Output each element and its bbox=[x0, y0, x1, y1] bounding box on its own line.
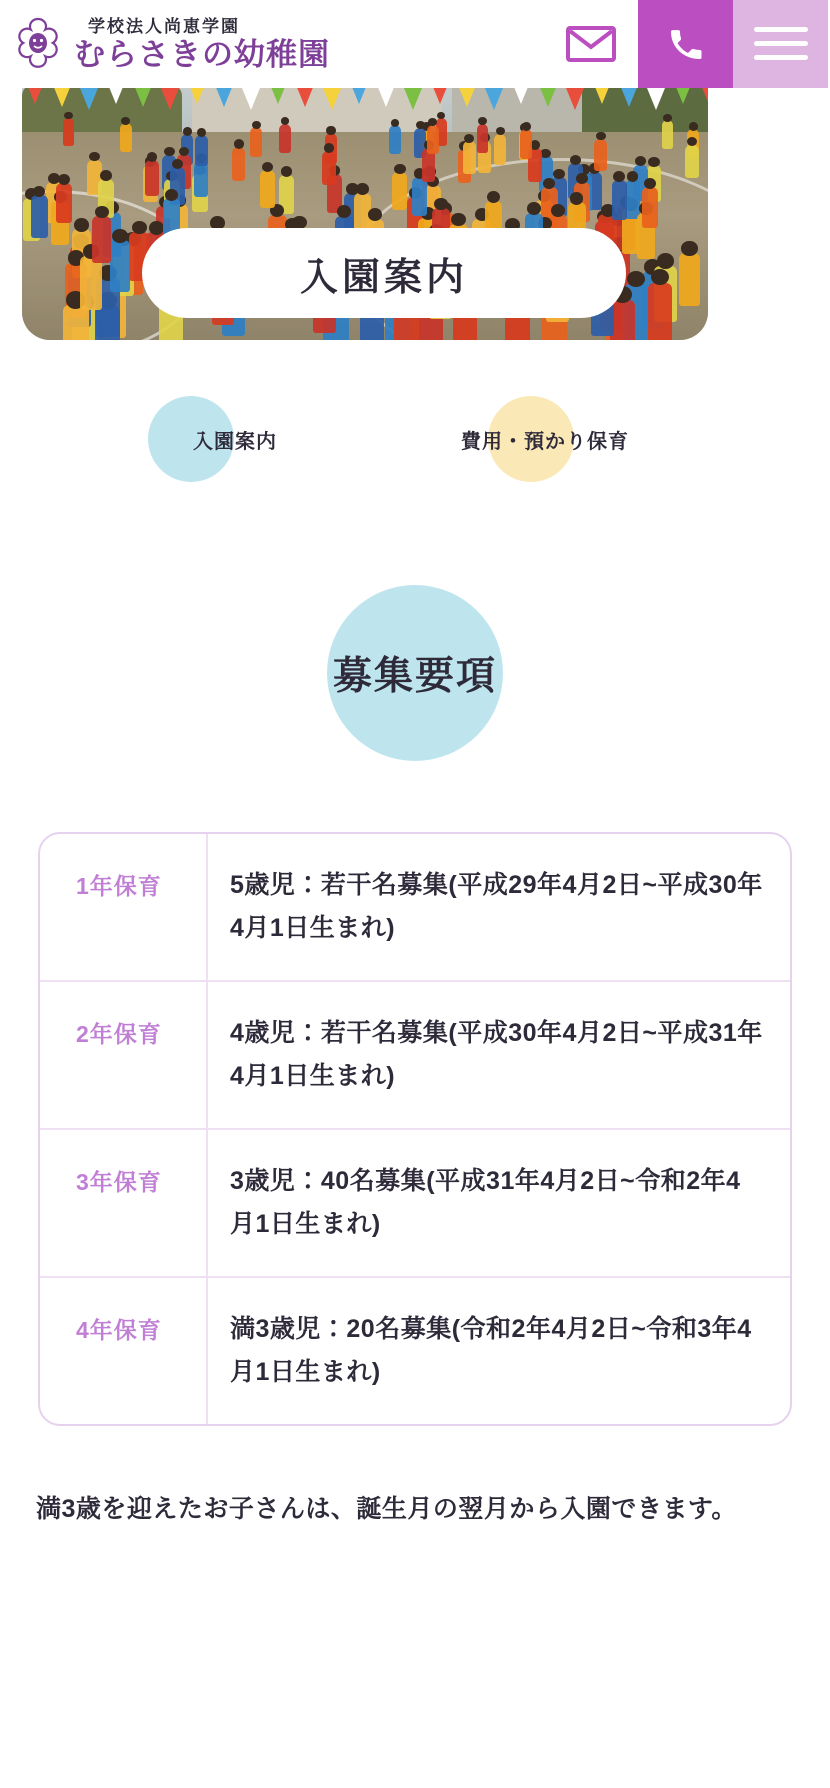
tel-button[interactable] bbox=[638, 0, 733, 88]
hero-child-head bbox=[132, 221, 147, 235]
hero-child-head bbox=[596, 132, 606, 141]
hero-child-head bbox=[394, 164, 405, 175]
hero-child-head bbox=[689, 122, 698, 130]
hero-child-head bbox=[326, 126, 335, 134]
hero-child-head bbox=[648, 157, 659, 167]
hero-child-head bbox=[451, 213, 465, 226]
site-logo[interactable] bbox=[0, 0, 543, 88]
hero-child-figure bbox=[63, 118, 74, 146]
admission-table bbox=[38, 832, 792, 1426]
hero-child-figure bbox=[279, 124, 291, 153]
admission-note: 満3歳を迎えたお子さんは、誕生月の翌月から入園できます。 bbox=[36, 1495, 737, 1523]
hero-child-figure bbox=[56, 183, 72, 223]
hero-child-head bbox=[527, 202, 541, 215]
hero-child-head bbox=[434, 198, 448, 210]
table-row bbox=[40, 980, 790, 1128]
hero-child-figure bbox=[594, 139, 607, 171]
hero-child-figure bbox=[477, 124, 489, 153]
hero-child-head bbox=[337, 205, 351, 218]
phone-icon bbox=[666, 24, 706, 64]
table-row-detail: 3歳児：40名募集(平成31年4月2日~令和2年4月1日生まれ) bbox=[230, 1167, 741, 1238]
hero-child-head bbox=[540, 149, 551, 159]
hero-child-head bbox=[627, 171, 639, 182]
section-heading-text: 募集要項 bbox=[332, 655, 497, 698]
hero-child-figure bbox=[427, 125, 439, 154]
table-row-detail: 満3歳児：20名募集(令和2年4月2日~令和3年4月1日生まれ) bbox=[230, 1315, 752, 1386]
hero-child-figure bbox=[31, 195, 48, 238]
hero-child-head bbox=[496, 127, 505, 136]
hero-child-head bbox=[416, 121, 425, 129]
hero-child-head bbox=[147, 152, 158, 162]
hero-child-figure bbox=[80, 256, 102, 310]
hero-child-head bbox=[95, 206, 109, 219]
hero-child-figure bbox=[232, 147, 245, 180]
table-row-term: 4年保育 bbox=[40, 1278, 208, 1424]
hamburger-icon bbox=[754, 27, 808, 61]
hero-child-head bbox=[627, 271, 645, 287]
hero-child-figure bbox=[145, 160, 159, 196]
mail-icon bbox=[566, 26, 616, 62]
hero-child-figure bbox=[92, 216, 111, 263]
hero-child-figure bbox=[120, 123, 132, 152]
hero-child-head bbox=[100, 170, 112, 181]
section-heading bbox=[0, 578, 830, 768]
hero-child-head bbox=[281, 166, 293, 177]
hero-child-figure bbox=[110, 240, 130, 291]
hero-child-figure bbox=[685, 145, 698, 178]
hero-child-head bbox=[197, 128, 206, 137]
hero-child-head bbox=[391, 119, 400, 127]
hero-child-figure bbox=[392, 172, 407, 210]
hero-child-figure bbox=[63, 305, 88, 340]
hero-child-figure bbox=[389, 125, 401, 154]
hero-child-head bbox=[74, 218, 89, 231]
hero-child-head bbox=[252, 121, 261, 129]
hero-child-figure bbox=[412, 177, 428, 216]
hero-child-figure bbox=[322, 151, 336, 185]
hero-child-head bbox=[570, 192, 583, 204]
hero-child-figure bbox=[642, 187, 658, 228]
table-row-term: 3年保育 bbox=[40, 1130, 208, 1276]
page-title: 入園案内 bbox=[299, 256, 468, 299]
hero-child-head bbox=[165, 189, 178, 201]
category-link-fees[interactable] bbox=[430, 396, 660, 482]
category-label: 費用・預かり保育 bbox=[461, 430, 629, 453]
hero-title-pill bbox=[142, 228, 626, 318]
hero-child-head bbox=[89, 152, 100, 162]
table-row-detail: 4歳児：若干名募集(平成30年4月2日~平成31年4月1日生まれ) bbox=[230, 1019, 763, 1090]
hero-child-head bbox=[522, 122, 531, 130]
hero-child-figure bbox=[494, 134, 506, 165]
table-row-term: 2年保育 bbox=[40, 982, 208, 1128]
table-row-term: 1年保育 bbox=[40, 834, 208, 980]
site-header bbox=[0, 0, 830, 88]
section-heading-circle bbox=[327, 585, 503, 761]
hero-child-figure bbox=[662, 120, 673, 148]
hero-child-figure bbox=[260, 170, 275, 208]
hero-child-head bbox=[681, 241, 697, 256]
mail-button[interactable] bbox=[543, 0, 638, 88]
hero-child-figure bbox=[195, 135, 207, 166]
logo-title: むらさきの幼稚園 bbox=[74, 37, 330, 72]
hero-child-head bbox=[172, 159, 183, 169]
table-row bbox=[40, 1276, 790, 1424]
hero-child-figure bbox=[679, 253, 700, 307]
hero-child-figure bbox=[520, 129, 532, 159]
hero-child-figure bbox=[612, 180, 628, 220]
hero-child-figure bbox=[463, 141, 476, 173]
hero-child-head bbox=[112, 229, 127, 243]
hero-child-head bbox=[234, 139, 244, 148]
table-row bbox=[40, 1128, 790, 1276]
hero-child-head bbox=[164, 147, 174, 157]
category-label: 入園案内 bbox=[193, 430, 277, 453]
hero-child-figure bbox=[194, 161, 208, 197]
hero-child-head bbox=[570, 155, 581, 165]
hero-child-head bbox=[551, 204, 565, 217]
hero-child-figure bbox=[648, 283, 672, 340]
flower-logo-icon bbox=[10, 15, 66, 73]
hero-child-figure bbox=[250, 127, 262, 157]
category-link-admission[interactable] bbox=[140, 396, 330, 482]
hero-child-head bbox=[663, 114, 672, 122]
table-row-detail: 5歳児：若干名募集(平成29年4月2日~平成30年4月1日生まれ) bbox=[230, 871, 763, 942]
hero-child-head bbox=[183, 127, 192, 136]
hero-child-head bbox=[121, 117, 130, 125]
table-row bbox=[40, 834, 790, 980]
hero-child-head bbox=[368, 208, 382, 221]
hero-child-head bbox=[576, 173, 588, 184]
hero-child-head bbox=[657, 253, 674, 268]
hero-child-head bbox=[356, 183, 369, 195]
menu-button[interactable] bbox=[733, 0, 828, 88]
hero-child-head bbox=[149, 221, 164, 235]
category-links bbox=[0, 396, 830, 482]
logo-subtitle: 学校法人尚恵学園 bbox=[88, 17, 240, 36]
